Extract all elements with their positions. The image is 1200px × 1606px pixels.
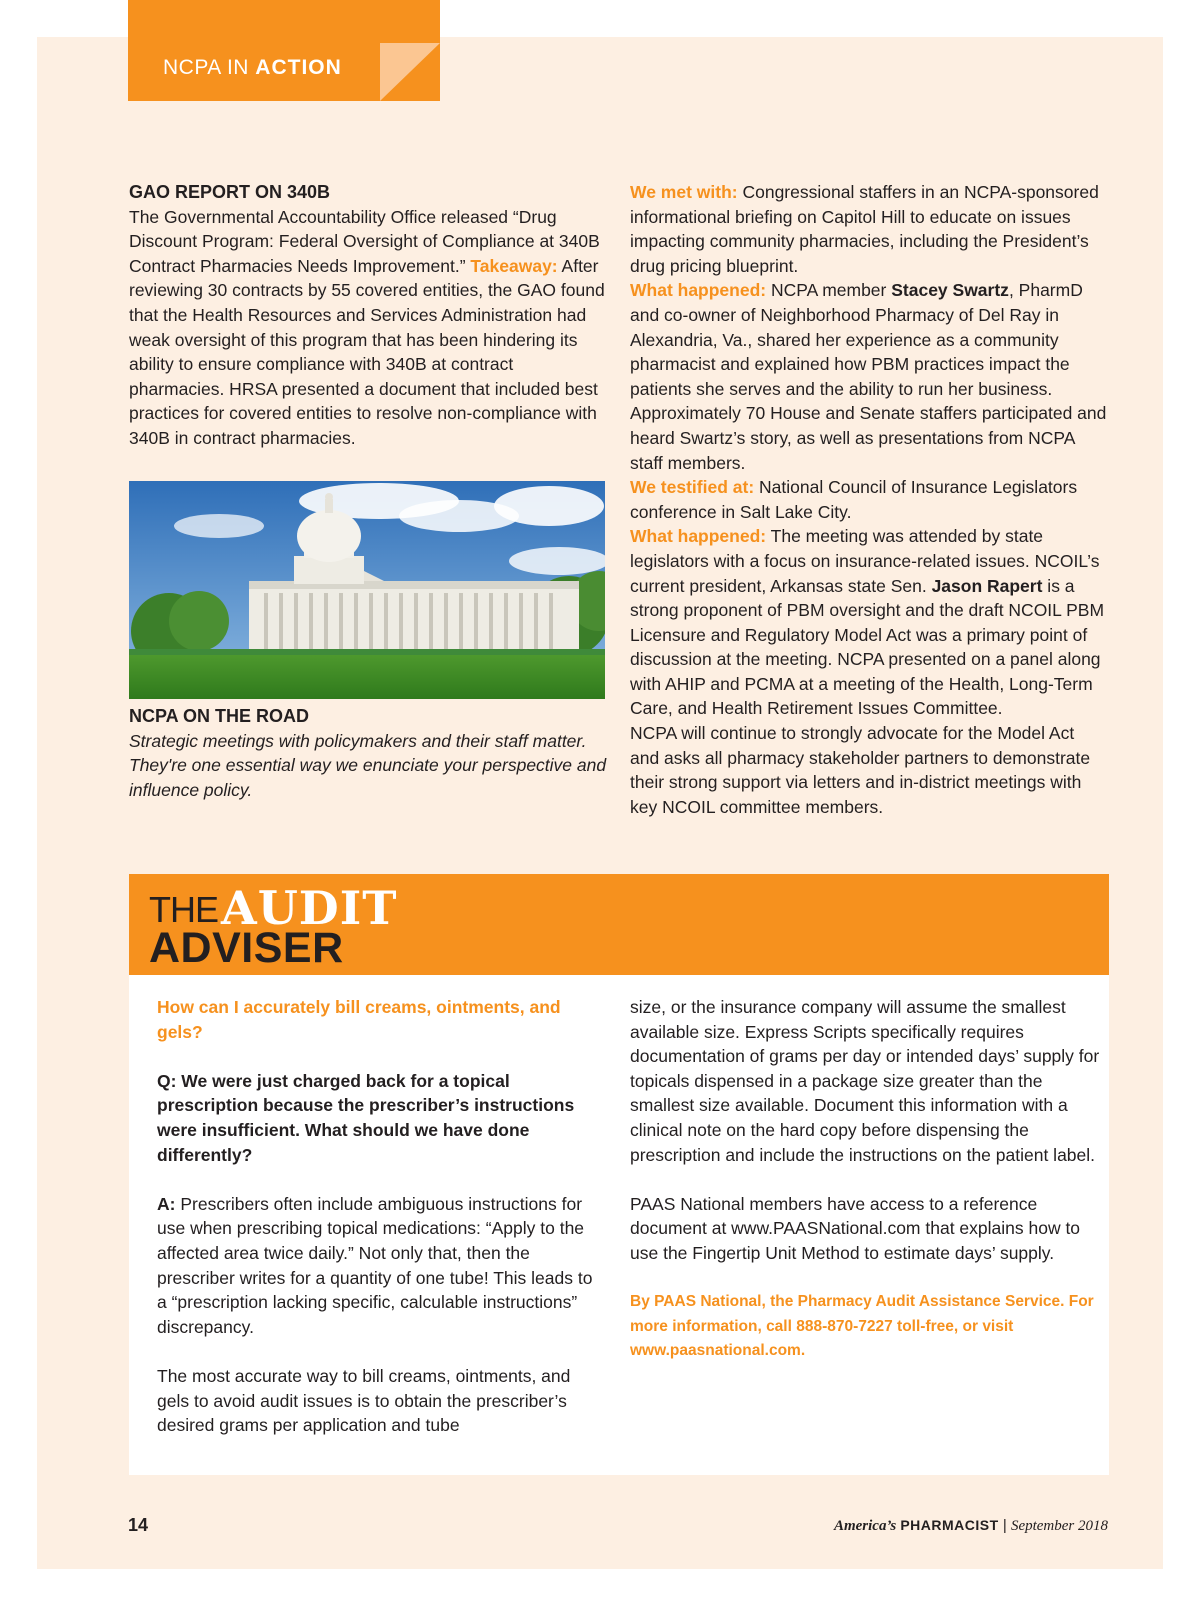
testified-label: We testified at: (630, 477, 755, 498)
page-number: 14 (128, 1515, 149, 1535)
on-the-road-section (129, 704, 607, 802)
audit-left-column (157, 995, 607, 1438)
audit-answer: A: Prescribers often include ambiguous instructions for use when prescribing topical medications: “Apply to the affected area twice daily.” Not only that, then the prescriber writes for a quantity of one tube! This leads to a “prescription lacking specific, calculable instructions” discrepancy. (157, 1193, 593, 1337)
met-with-label: We met with: (630, 182, 738, 202)
audit-question: Q: We were just charged back for a topical prescription because the prescriber’s instructions were insufficient. What should we have done differently? (157, 1070, 575, 1165)
closing-paragraph: NCPA will continue to strongly advocate for the Model Act and asks all pharmacy stakeholder partners to demonstrate their strong support via letters and in-district meetings with key NCOIL committee members. (630, 723, 1091, 817)
on-the-road-title: NCPA ON THE ROAD (129, 706, 309, 726)
magazine-footer: America’s PHARMACIST | September 2018 (833, 1517, 1108, 1534)
audit-question-title: How can I accurately bill creams, ointments, and gels? (157, 997, 561, 1042)
audit-credit: By PAAS National, the Pharmacy Audit Assistance Service. For more information, call 888-870-7227 toll-free, or visit www.paasnational.com. (630, 1293, 1094, 1360)
audit-title-audit: AUDIT (221, 881, 398, 935)
audit-reference-paragraph: PAAS National members have access to a reference document at www.PAASNational.com that explains how to use the Fingertip Unit Method to estimate days’ supply. (630, 1193, 1081, 1263)
audit-answer-para2-start: The most accurate way to bill creams, ointments, and gels to avoid audit issues is to obtain the prescriber’s desired grams per application and tube (157, 1365, 571, 1436)
audit-right-column (630, 995, 1108, 1389)
section-tab-label: NCPA IN ACTION (163, 56, 342, 79)
audit-answer-para2-end: size, or the insurance company will assume the smallest available size. Express Scripts specifically requires documentation of grams per day or intended days’ supply for topicals dispensed in a package size greater than the smallest size available. Document this information with a clinical note on the hard copy before dispensing the prescription and include the instructions on the patient label. (630, 997, 1100, 1165)
gao-report-article (129, 180, 607, 451)
audit-title-adviser: ADVISER (149, 924, 344, 972)
what-happened-paragraph-1: What happened: NCPA member Stacey Swartz, PharmD and co-owner of Neighborhood Pharmacy of Del Ray in Alexandria, Va., shared her experience as a community pharmacist and explained how PBM practices impact the patients she serves and the ability to run her business. Approximately 70 House and Senate staffers participated and heard Swartz’s story, as well as presentations from NCPA staff members. (630, 280, 1107, 473)
what-happened-label-2: What happened: (630, 526, 767, 547)
takeaway-label: Takeaway: (470, 255, 558, 276)
what-happened-paragraph-2: What happened: The meeting was attended by state legislators with a focus on insurance-related issues. NCOIL’s current president, Arkansas state Sen. Jason Rapert is a strong proponent of PBM oversight and the draft NCOIL PBM Licensure and Regulatory Model Act was a primary point of discussion at the meeting. NCPA presented on a panel along with AHIP and PCMA at a meeting of the Health, Long-Term Care, and Health Retirement Issues Committee. (630, 526, 1105, 719)
what-happened-label-1: What happened: (630, 280, 767, 301)
meetings-column (630, 180, 1108, 819)
met-with-paragraph: We met with: Congressional staffers in an NCPA-sponsored informational briefing on Capitol Hill to educate on issues impacting community pharmacies, including the President’s drug pricing blueprint. (630, 182, 1099, 276)
on-the-road-subtitle: Strategic meetings with policymakers and their staff matter. They're one essential way we enunciate your perspective and influence policy. (129, 730, 607, 800)
gao-report-title: GAO REPORT ON 340B (129, 182, 331, 202)
capitol-photo (129, 481, 605, 699)
audit-title-the: THE (149, 889, 218, 930)
gao-report-body: The Governmental Accountability Office released “Drug Discount Program: Federal Oversight of Compliance at 340B Contract Pharmacies Needs Improvement.” Takeaway: After reviewing 30 contracts by 55 covered entities, the GAO found that the Health Resources and Services Administration had weak oversight of this program that has been hindering its ability to ensure compliance with 340B at contract pharmacies. HRSA presented a document that included best practices for covered entities to resolve non-compliance with 340B in contract pharmacies. (129, 206, 605, 448)
testified-paragraph: We testified at: National Council of Insurance Legislators conference in Salt Lake City. (630, 477, 1078, 522)
